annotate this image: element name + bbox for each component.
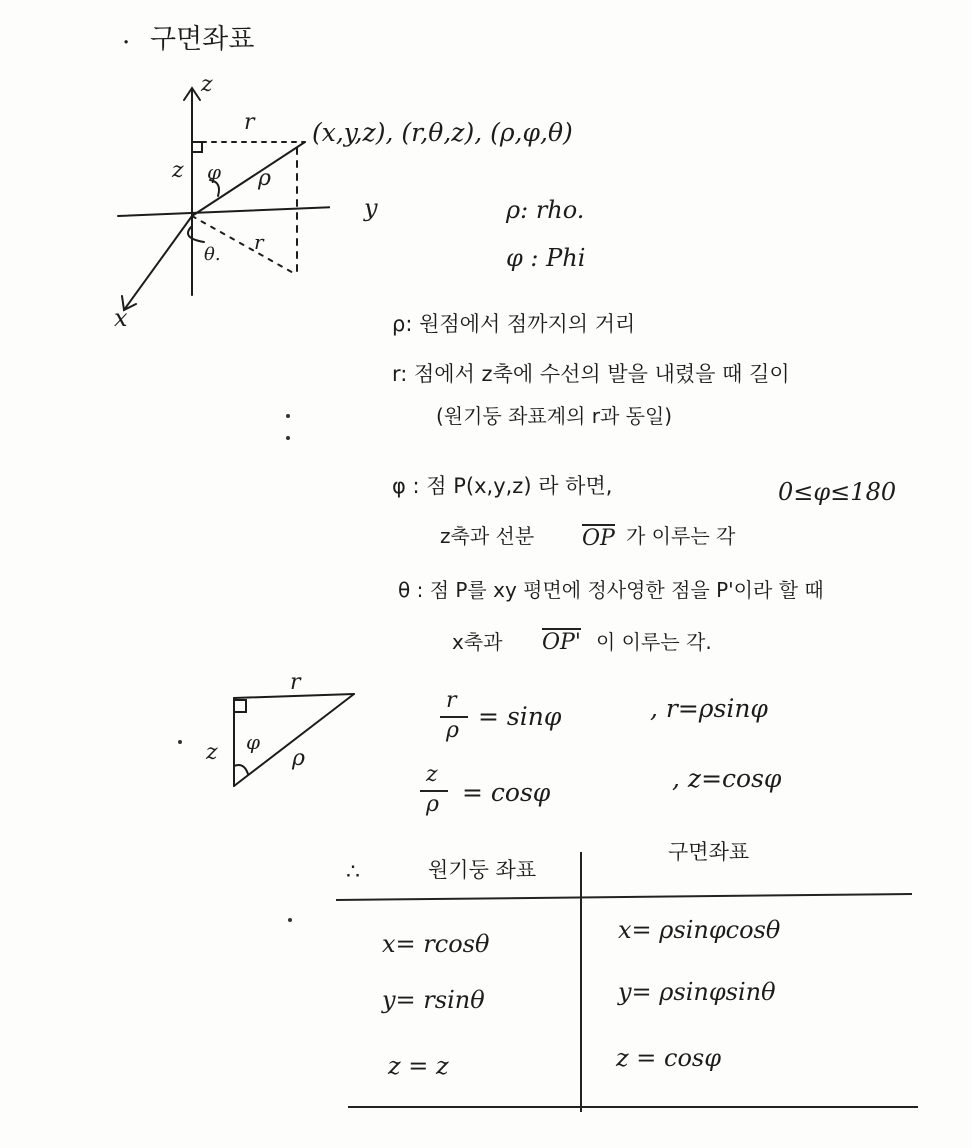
r-top-label: r [244, 110, 255, 135]
rho-label: ρ [258, 166, 271, 191]
cyl-z-formula: z = z [388, 1052, 449, 1080]
coordinate-tuples: (x,y,z), (r,θ,z), (ρ,φ,θ) [312, 118, 573, 147]
ratio-r-result: , r=ρsinφ [650, 694, 768, 723]
segment-op-prime: OP' [542, 630, 581, 655]
axis-y-label: y [364, 194, 378, 222]
r-note: (원기둥 좌표계의 r과 동일) [436, 404, 673, 428]
ratio-z-result: , z=cosφ [672, 764, 782, 793]
table-header-rule [336, 893, 912, 901]
margin-dot [178, 740, 182, 744]
theta-label: θ. [204, 244, 221, 265]
phi-label: φ [207, 160, 222, 184]
margin-dot [288, 918, 292, 922]
margin-dot [286, 436, 290, 440]
x-axis-line [124, 216, 192, 310]
ratio-r-equation: = sinφ [478, 702, 562, 731]
table-header-spherical: 구면좌표 [668, 840, 750, 864]
sph-z-formula: z = cosφ [616, 1044, 722, 1072]
ratio-r-denominator: ρ [446, 718, 459, 743]
theta-definition-line2-end: 이 이루는 각. [596, 630, 712, 654]
r-definition: r: 점에서 z축에 수선의 발을 내렸을 때 길이 [392, 362, 790, 386]
sph-y-formula: y= ρsinφsinθ [618, 978, 776, 1006]
y-axis-line [118, 206, 330, 216]
rho-name-line: ρ: rho. [506, 196, 585, 224]
ratio-z-denominator: ρ [426, 792, 439, 817]
phi-name-line: φ : Phi [506, 244, 586, 272]
z-side-label: z [172, 158, 184, 183]
axis-x-label: x [114, 304, 128, 332]
segment-op: OP [582, 526, 615, 551]
phi-range: 0≤φ≤180 [778, 478, 897, 506]
title-bullet: · [122, 28, 131, 58]
triangle-phi-arc [234, 765, 248, 774]
theta-arc [188, 226, 204, 242]
theta-definition-line1: θ : 점 P를 xy 평면에 정사영한 점을 P'이라 할 때 [398, 578, 824, 602]
table-header-cylindrical: 원기둥 좌표 [428, 858, 537, 882]
axis-z-label: z [201, 72, 213, 97]
rho-definition: ρ: 원점에서 점까지의 거리 [392, 312, 636, 336]
triangle-rho-label: ρ [292, 746, 305, 771]
page-title: 구면좌표 [150, 24, 255, 55]
triangle-phi-label: φ [246, 730, 261, 754]
cyl-y-formula: y= rsinθ [382, 986, 485, 1014]
phi-definition-line2: z축과 선분 [440, 524, 535, 548]
table-bottom-rule [348, 1106, 918, 1108]
margin-dot [286, 414, 290, 418]
ratio-z-numerator: z [426, 762, 438, 787]
phi-definition-line2-end: 가 이루는 각 [626, 524, 736, 548]
ratio-r-numerator: r [446, 688, 457, 713]
right-angle-mark [192, 142, 202, 152]
triangle-z-label: z [206, 740, 218, 765]
coordinate-diagram [100, 70, 330, 340]
theta-definition-line2: x축과 [452, 630, 503, 654]
cyl-x-formula: x= rcosθ [382, 930, 490, 958]
ratio-z-equation: = cosφ [462, 778, 551, 807]
triangle-right-angle [234, 700, 246, 712]
phi-definition-line1: φ : 점 P(x,y,z) 라 하면, [392, 474, 613, 498]
table-column-divider [580, 852, 582, 1112]
sph-x-formula: x= ρsinφcosθ [618, 916, 781, 944]
triangle-r-label: r [290, 670, 301, 695]
therefore-symbol: ∴ [346, 860, 360, 885]
r-bottom-label: r [254, 230, 264, 254]
